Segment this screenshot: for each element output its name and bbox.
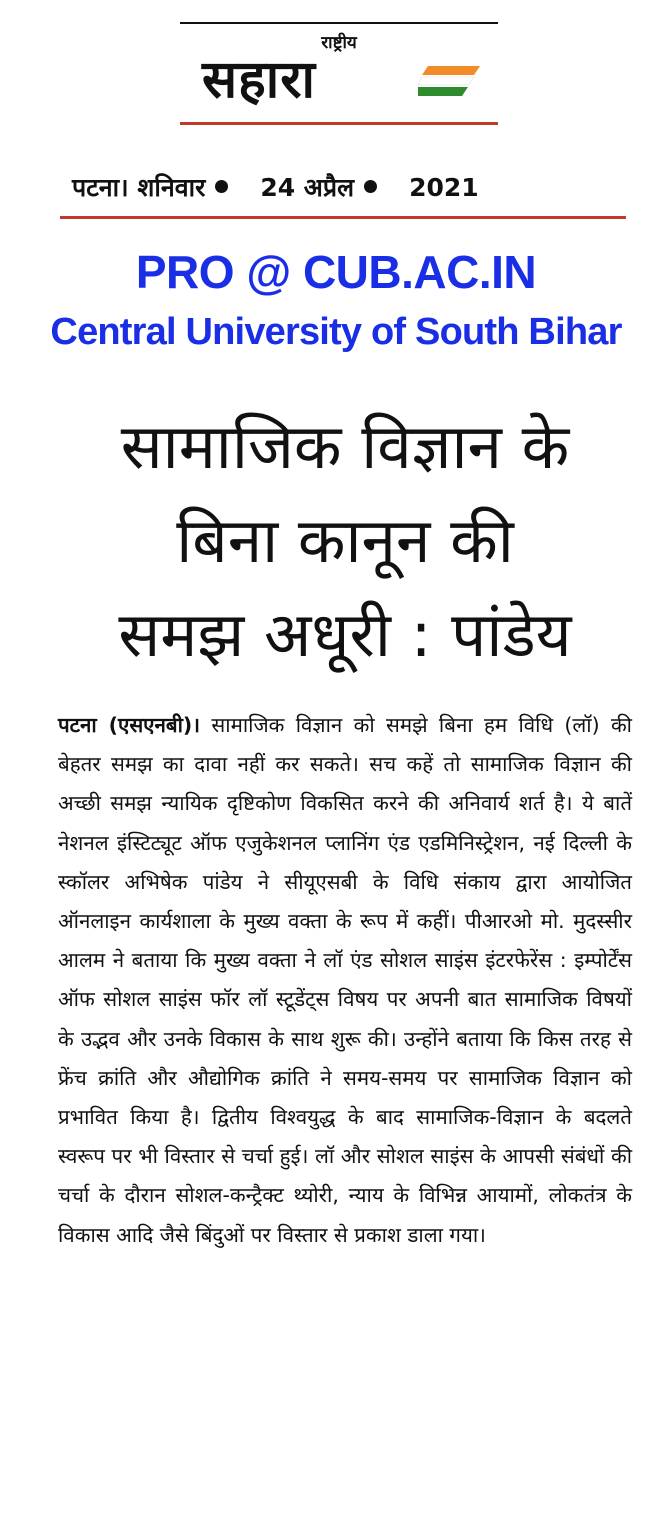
article-paragraph [58, 706, 632, 1255]
newspaper-logo: सहारा [202, 50, 316, 110]
university-name-credit: Central University of South Bihar [50, 311, 622, 353]
article-dateline-lead: पटना (एसएनबी)। [58, 713, 201, 737]
headline-line: समझ अधूरी : पांडेय [118, 598, 572, 671]
masthead-bottom-rule [180, 122, 498, 125]
article-text: सामाजिक विज्ञान को समझे बिना हम विधि (लॉ) की बेहतर समझ का दावा नहीं कर सकते। सच कहें तो सामाजिक विज्ञान की अच्छी समझ न्यायिक दृष्टिकोण विकसित करने की अनिवार्य शर्त है। ये बातें नेशनल इंस्टिट्यूट ऑफ एजुकेशनल प्लानिंग एंड एडमिनिस्ट्रेशन, नई दिल्ली के स्कॉलर अभिषेक पांडेय ने सीयूएसबी के विधि संकाय द्वारा आयोजित ऑनलाइन कार्यशाला के मुख्य वक्ता के रूप में कहीं। पीआरओ मो. मुदस्सीर आलम ने बताया कि मुख्य वक्ता ने लॉ एंड सोशल साइंस इंटरफेरेंस : इम्पोर्टेंस ऑफ सोशल साइंस फॉर लॉ स्टूडेंट्स विषय पर अपनी बात सामाजिक विषयों के उद्भव और उनके विकास के साथ शुरू की। उन्होंने बताया कि किस तरह से फ्रेंच क्रांति और औद्योगिक क्रांति ने समय-समय पर सामाजिक विज्ञान को प्रभावित किया है। द्वितीय विश्वयुद्ध के बाद सामाजिक-विज्ञान के बदलते स्वरूप पर भी विस्तार से चर्चा हुई। लॉ और सोशल साइंस के आपसी संबंधों की चर्चा के दौरान सोशल-कन्ट्रैक्ट थ्योरी, न्याय के विभिन्न आयामों, लोकतंत्र के विकास आदि जैसे बिंदुओं पर विस्तार से प्रकाश डाला गया। [58, 713, 632, 1247]
masthead [180, 22, 498, 126]
article-body [58, 706, 632, 1255]
dateline-date: 24 अप्रैल [260, 173, 355, 202]
dateline [72, 168, 632, 208]
article-headline [40, 400, 650, 682]
pro-email-credit: PRO @ CUB.AC.IN [135, 246, 537, 298]
bullet-dot-icon [215, 180, 228, 193]
masthead-top-rule [180, 22, 498, 24]
headline-line: बिना कानून की [176, 504, 514, 577]
dateline-rule [60, 216, 626, 219]
masthead-small-title: राष्ट्रीय [321, 33, 357, 53]
bullet-dot-icon [364, 180, 377, 193]
dateline-weekday: शनिवार [137, 173, 206, 202]
dateline-city: पटना। [72, 173, 129, 202]
dateline-year: 2021 [409, 173, 479, 202]
tricolor-flag-icon [418, 66, 480, 96]
headline-line: सामाजिक विज्ञान के [120, 410, 570, 483]
